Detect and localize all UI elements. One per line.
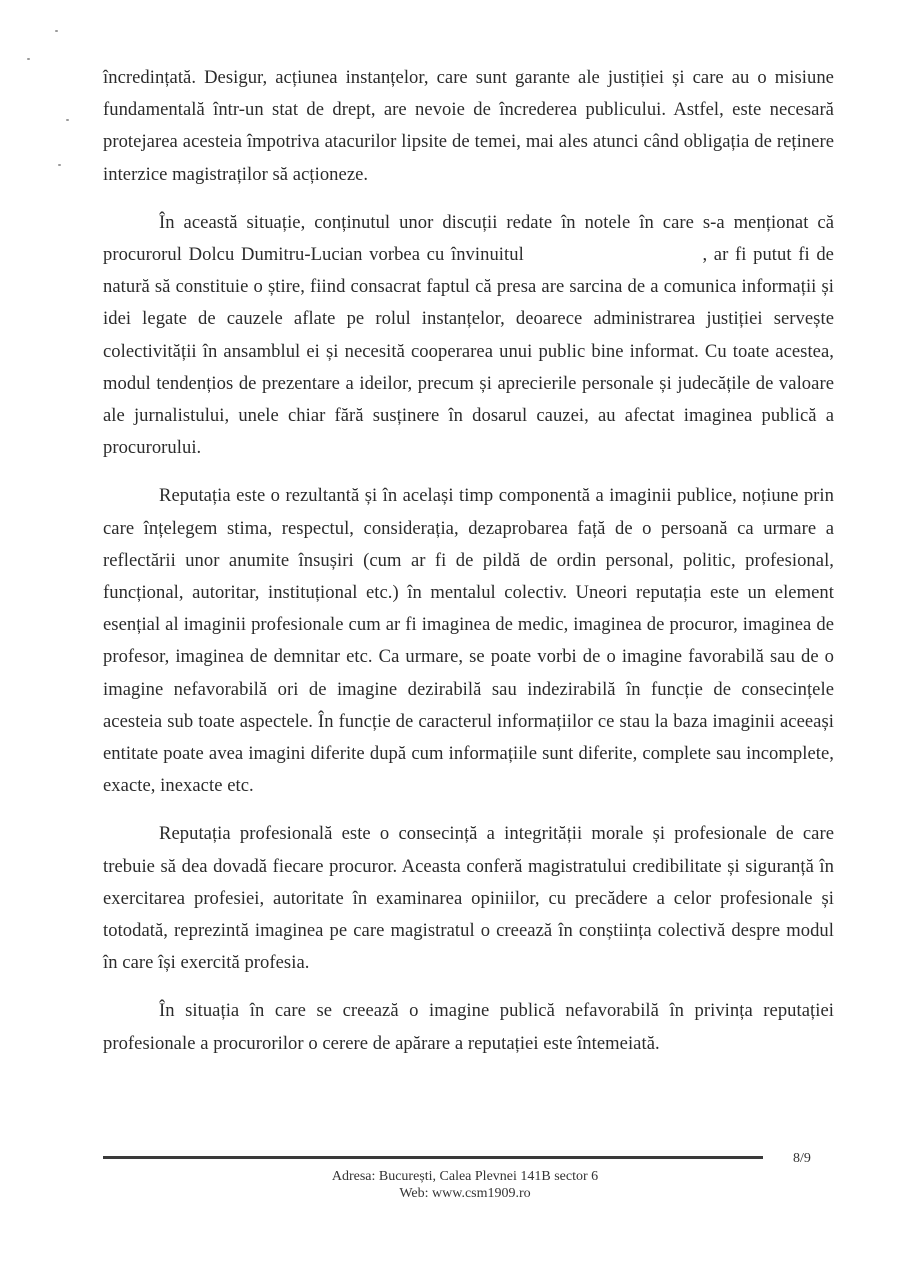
footer-divider — [103, 1156, 763, 1159]
scan-speck — [27, 58, 30, 60]
paragraph-4: Reputația profesională este o consecință a integrității morale și profesionale de care trebuie să dea dovadă fiecare procuror. Aceasta conferă magistratului credibilitate și siguranță în exercitarea profesiei, autoritate în examinarea opiniilor, cu precădere a celor profesionale și totodată, reprezintă imaginea pe care magistratul o creează în conștiința colectivă despre modul în care își exercită profesia. — [103, 823, 834, 974]
redacted-name — [530, 251, 702, 261]
page-number: 8/9 — [793, 1151, 811, 1166]
document-body — [103, 62, 834, 1060]
paragraph-2 — [103, 207, 834, 465]
paragraph-3: Reputația este o rezultantă și în același timp componentă a imaginii publice, noțiune prin care înțelegem stima, respectul, considerația, dezaprobarea față de o persoană ca urmare a reflectării unor anumite însușiri (cum ar fi de pildă de ordin personal, politic, profesional, funcțional, autoritar, instituțional etc.) în mentalul colectiv. Uneori reputația este un element esențial al imaginii profesionale cum ar fi imaginea de medic, imaginea de procuror, imaginea de profesor, imaginea de demnitar etc. Ca urmare, se poate vorbi de o imagine favorabilă sau de o imagine nefavorabilă ori de imagine dezirabilă sau indezirabilă în funcție de consecințele acesteia sub toate aspectele. În funcție de caracterul informațiilor ce stau la baza imaginii aceeași entitate poate avea imagini diferite după cum informațiile sunt diferite, complete sau incomplete, exacte, inexacte etc. — [103, 485, 834, 797]
paragraph-5: În situația în care se creează o imagine publică nefavorabilă în privința reputației profesionale a procurorilor o cerere de apărare a reputației este întemeiată. — [103, 1000, 834, 1054]
scan-speck — [58, 164, 61, 166]
footer-address: Adresa: București, Calea Plevnei 141B sector 6 — [331, 1169, 599, 1184]
paragraph-2-text-after: , ar fi putut fi de natură să constituie o știre, fiind consacrat faptul că presa are sarcina de a comunica informații și idei legate de cauzele aflate pe rolul instanțelor, deoarece administrarea justiției servește colectivității în ansamblul ei și necesită cooperarea unui public bine informat. Cu toate acestea, modul tendențios de prezentare a ideilor, precum și aprecierile personale și judecățile de valoare ale jurnalistului, unele chiar fără susținere în dosarul cauzei, au afectat imaginea publică a procurorului. — [103, 244, 834, 459]
footer-web-link[interactable]: Web: www.csm1909.ro — [399, 1186, 531, 1201]
scan-speck — [66, 119, 69, 121]
paragraph-2-text-before: În această situație, conținutul unor discuții redate în notele în care s-a menționat că procurorul Dolcu Dumitru-Lucian vorbea cu învinuitul — [103, 211, 834, 266]
scan-speck — [55, 30, 58, 32]
paragraph-1: încredințată. Desigur, acțiunea instanțelor, care sunt garante ale justiției și care au o misiune fundamentală într-un stat de drept, are nevoie de încrederea publicului. Astfel, este necesară protejarea acesteia împotriva atacurilor lipsite de temei, mai ales atunci când obligația de reținere interzice magistraților să acționeze. — [103, 67, 834, 185]
